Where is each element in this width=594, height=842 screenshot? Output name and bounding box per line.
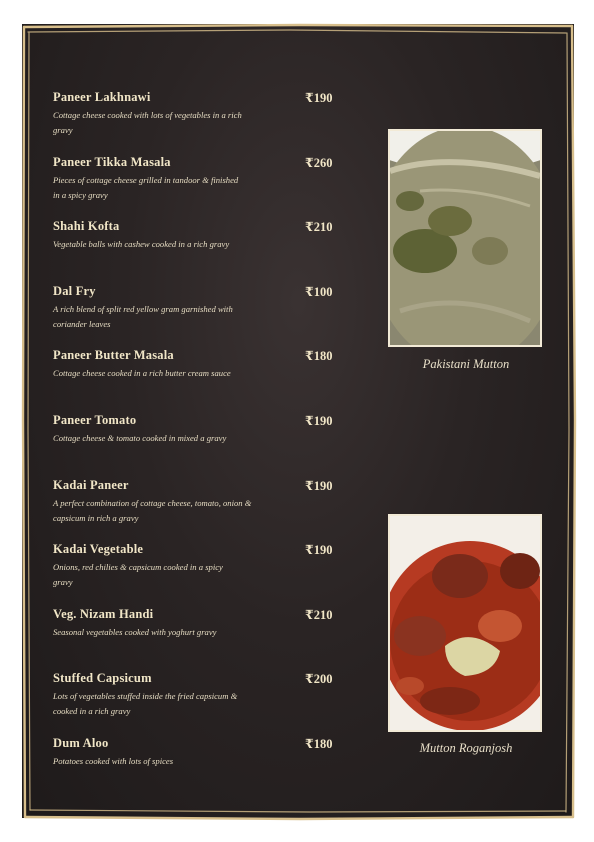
item-description: Lots of vegetables stuffed inside the fried capsicum & cooked in a rich gravy (53, 691, 238, 717)
item-price: ₹190 (305, 478, 333, 493)
item-price: ₹200 (305, 672, 333, 687)
item-price: ₹190 (305, 413, 333, 428)
item-description: Potatoes cooked with lots of spices (53, 755, 174, 766)
menu-item (53, 671, 343, 736)
item-name: Paneer Tikka Masala (53, 154, 171, 169)
item-description: Pieces of cottage cheese grilled in tandoor & finished in a spicy gravy (53, 174, 239, 200)
menu-item (53, 542, 343, 607)
menu-item (53, 348, 343, 413)
item-name: Paneer Tomato (53, 412, 137, 427)
item-name: Paneer Lakhnawi (53, 90, 151, 104)
item-description: Cottage cheese cooked in a rich butter cream sauce (53, 368, 231, 379)
item-description: Cottage cheese & tomato cooked in mixed a gravy (53, 432, 227, 443)
menu-item (53, 155, 343, 220)
photo-caption: Mutton Roganjosh (419, 741, 513, 755)
menu-item (53, 219, 343, 284)
item-price: ₹210 (305, 220, 333, 235)
item-name: Dum Aloo (53, 735, 109, 750)
item-name: Kadai Paneer (53, 477, 129, 492)
item-description: A rich blend of split red yellow gram garnished with coriander leaves (53, 303, 233, 329)
photo-caption: Pakistani Mutton (422, 357, 510, 371)
menu-item (53, 607, 343, 672)
item-name: Stuffed Capsicum (53, 671, 152, 686)
menu-item (53, 413, 343, 478)
item-name: Shahi Kofta (53, 219, 120, 234)
menu-item (53, 284, 343, 349)
item-description: A perfect combination of cottage cheese, tomato, onion & capsicum in rich a gravy (53, 497, 252, 523)
item-name: Kadai Vegetable (53, 542, 144, 557)
item-description: Vegetable balls with cashew cooked in a rich gravy (53, 239, 230, 250)
menu-items-list (53, 90, 343, 801)
item-name: Veg. Nizam Handi (53, 606, 154, 621)
item-price: ₹100 (305, 284, 333, 299)
mutton-roganjosh-photo (388, 514, 542, 732)
item-price: ₹190 (305, 91, 333, 105)
item-price: ₹190 (305, 543, 333, 558)
menu-item (53, 478, 343, 543)
pakistani-mutton-photo (388, 129, 542, 347)
item-price: ₹260 (305, 155, 333, 170)
item-description: Cottage cheese cooked with lots of vegetables in a rich gravy (53, 110, 242, 135)
item-description: Seasonal vegetables cooked with yoghurt gravy (53, 626, 217, 637)
item-description: Onions, red chilies & capsicum cooked in a spicy gravy (53, 562, 223, 588)
item-name: Paneer Butter Masala (53, 348, 174, 363)
item-name: Dal Fry (53, 283, 96, 298)
menu-item (53, 736, 343, 801)
item-price: ₹180 (305, 736, 333, 751)
item-price: ₹210 (305, 607, 333, 622)
menu-item (53, 90, 343, 155)
item-price: ₹180 (305, 349, 333, 364)
